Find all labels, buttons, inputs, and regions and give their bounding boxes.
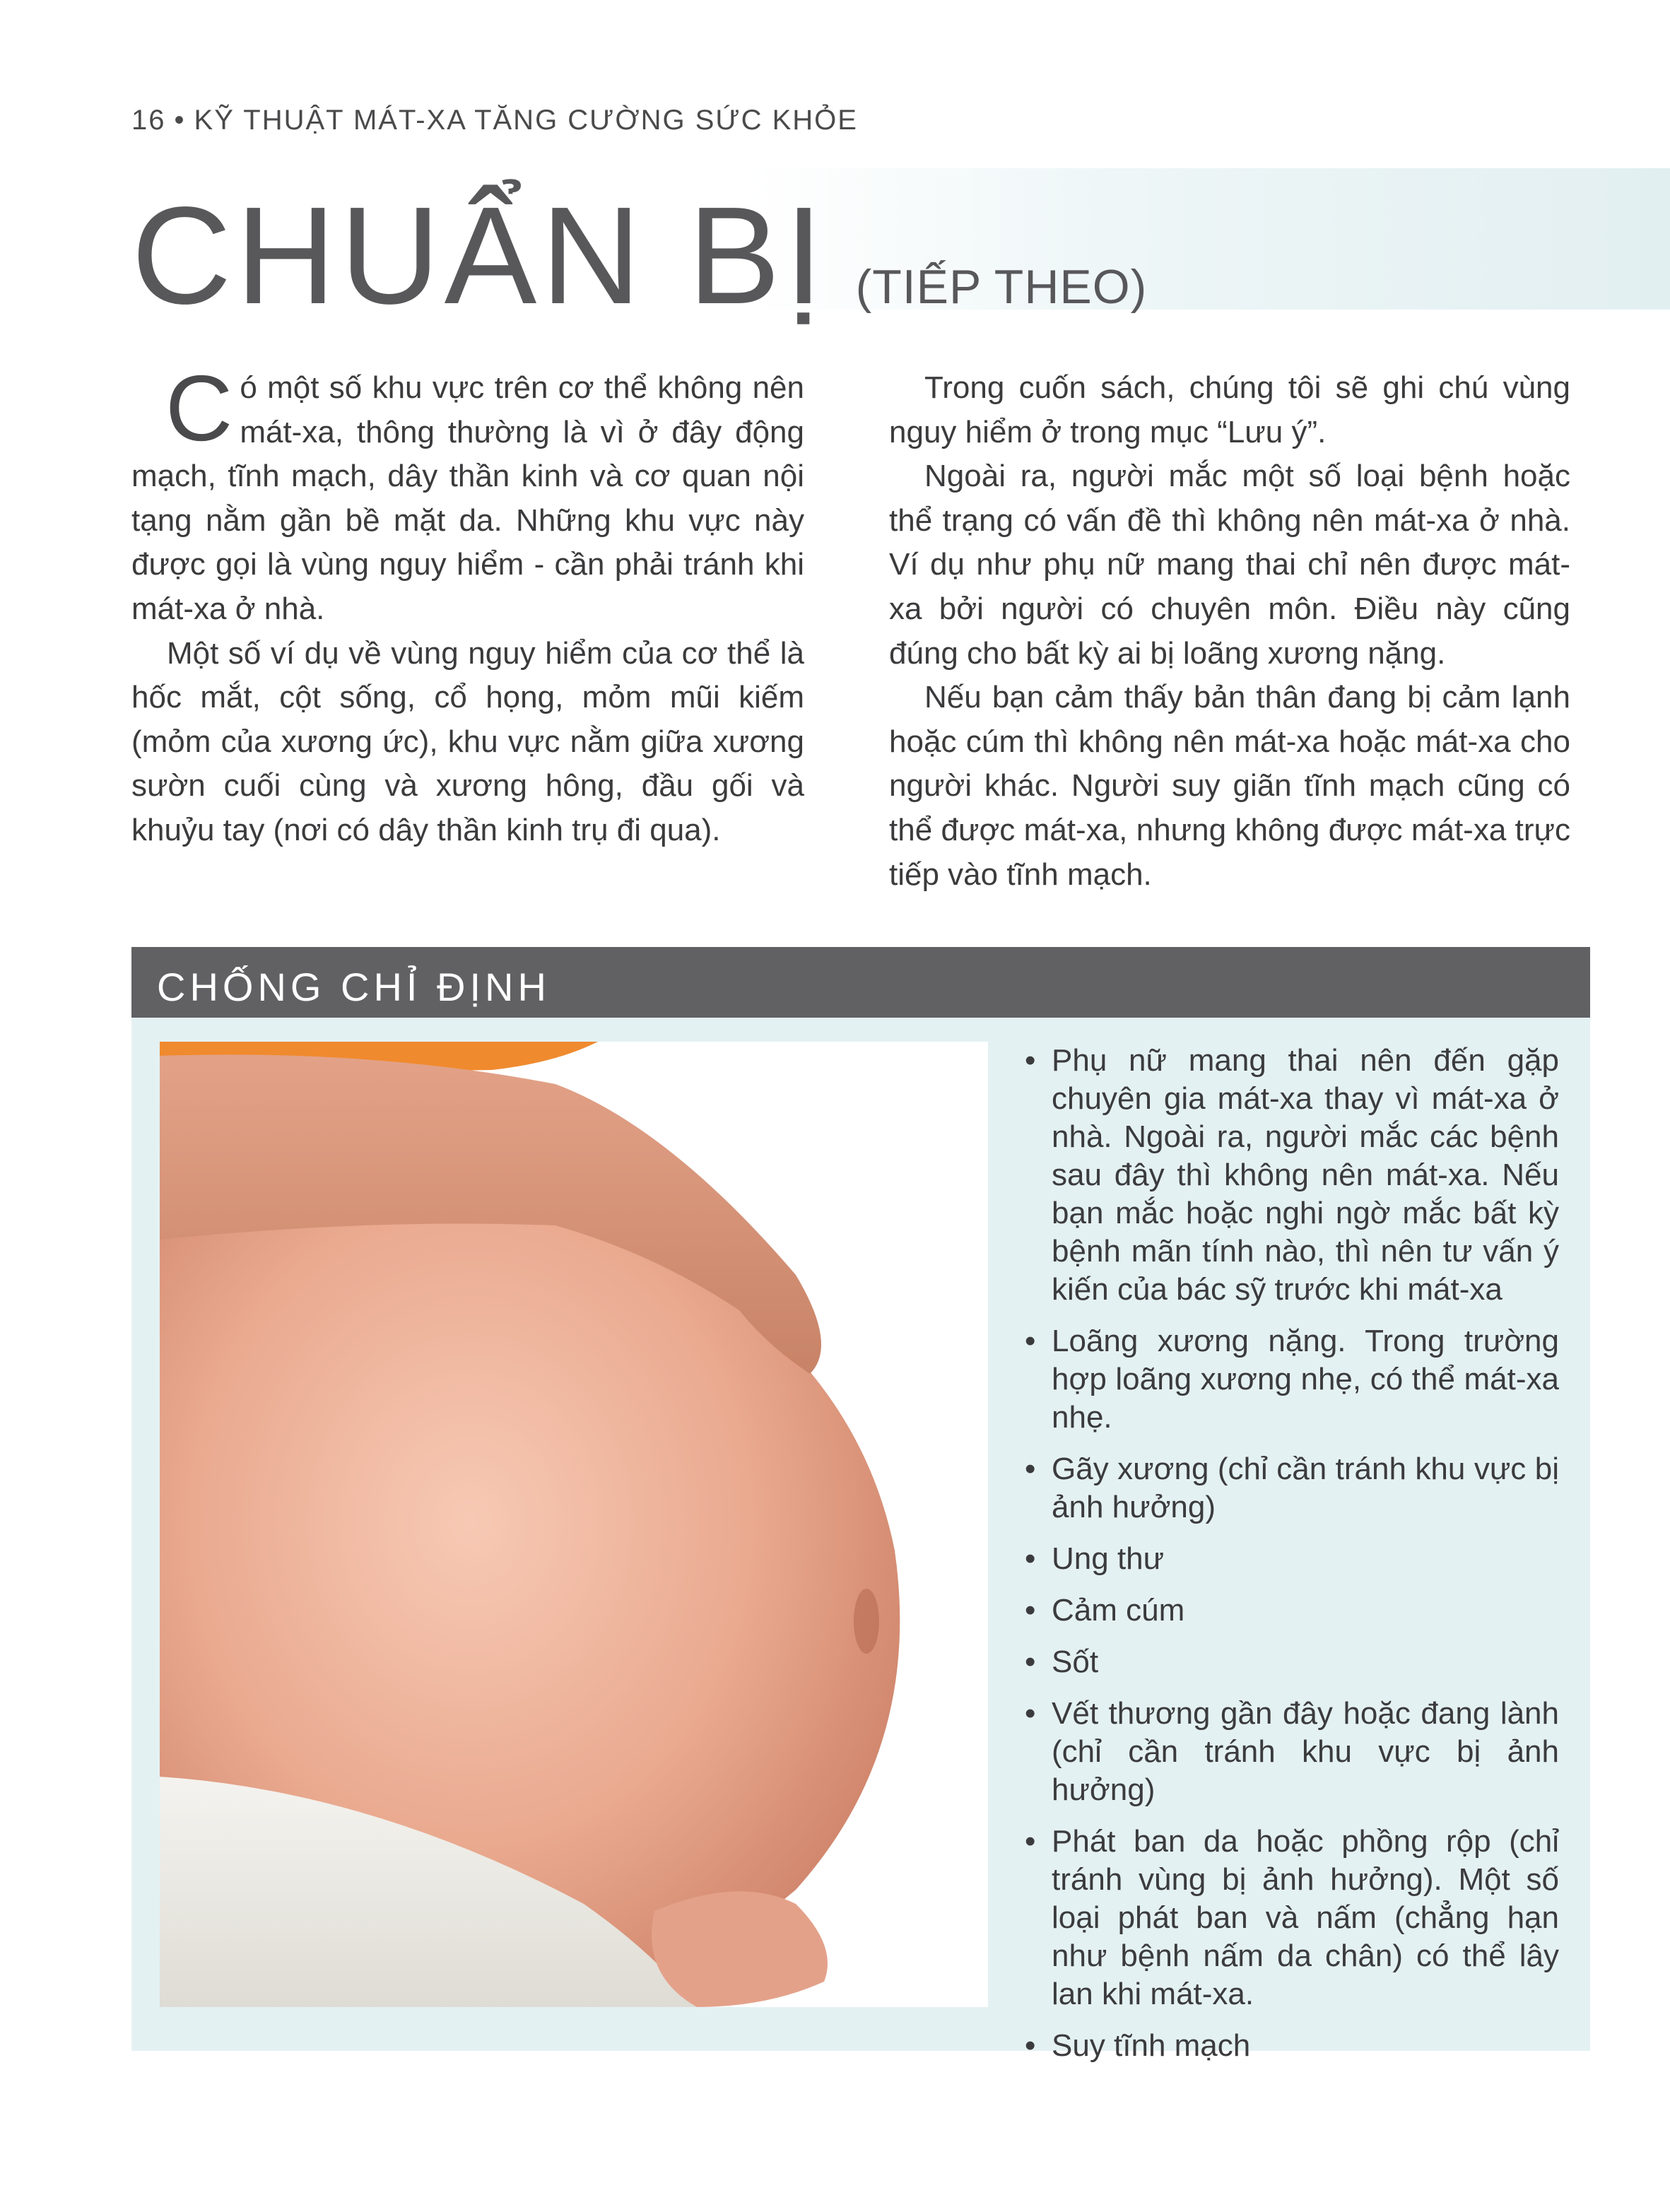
- page-title: CHUẨN BỊ: [131, 178, 828, 333]
- contraindications-title: CHỐNG CHỈ ĐỊNH: [157, 965, 551, 1009]
- navel-shape: [854, 1589, 879, 1654]
- page-number: 16: [131, 105, 166, 136]
- body-column-left: [131, 356, 804, 853]
- body-paragraph: Ngoài ra, người mắc một số loại bệnh hoặc thể trạng có vấn đề thì không nên mát-xa ở nhà. Ví dụ như phụ nữ mang thai chỉ nên được mát-xa bởi người có chuyên môn. Điều này cũng đúng cho bất kỳ ai bị loãng xương nặng.: [889, 459, 1570, 671]
- list-item: • Ung thư: [1025, 1540, 1559, 1578]
- contraindications-list: [1025, 1042, 1559, 2078]
- page-heading: [131, 178, 1148, 333]
- page-subtitle: (TIẾP THEO): [855, 260, 1148, 314]
- list-item: • Loãng xương nặng. Trong trường hợp loãng xương nhẹ, có thể mát-xa nhẹ.: [1025, 1322, 1559, 1437]
- paragraph-text: ó một số khu vực trên cơ thể không nên mát-xa, thông thường là vì ở đây động mạch, tĩnh mạch, dây thần kinh và cơ quan nội tạng nằm gần bề mặt da. Những khu vực này được gọi là vùng nguy hiểm - cần phải tránh khi mát-xa ở nhà.: [131, 370, 804, 626]
- book-title: KỸ THUẬT MÁT-XA TĂNG CƯỜNG SỨC KHỎE: [194, 105, 858, 136]
- body-paragraph: [131, 356, 804, 632]
- drop-cap: C: [165, 356, 233, 460]
- list-item: • Phát ban da hoặc phồng rộp (chỉ tránh vùng bị ảnh hưởng). Một số loại phát ban và nấm (chẳng hạn như bệnh nấm da chân) có thể lây lan khi mát-xa.: [1025, 1823, 1559, 2013]
- header-separator: •: [174, 105, 186, 136]
- photo-illustration: [160, 1042, 988, 2007]
- body-paragraph: Trong cuốn sách, chúng tôi sẽ ghi chú vùng nguy hiểm ở trong mục “Lưu ý”.: [889, 370, 1570, 449]
- list-item: • Phụ nữ mang thai nên đến gặp chuyên gia mát-xa thay vì mát-xa ở nhà. Ngoài ra, người mắc các bệnh sau đây thì không nên mát-xa. Nếu bạn mắc hoặc nghi ngờ mắc bất kỳ bệnh mãn tính nào, thì nên tư vấn ý kiến của bác sỹ trước khi mát-xa: [1025, 1042, 1559, 1309]
- running-header: [131, 105, 858, 136]
- body-column-right: [889, 366, 1570, 897]
- body-paragraph: Nếu bạn cảm thấy bản thân đang bị cảm lạnh hoặc cúm thì không nên mát-xa hoặc mát-xa cho người khác. Người suy giãn tĩnh mạch cũng có thể được mát-xa, nhưng không được mát-xa trực tiếp vào tĩnh mạch.: [889, 680, 1570, 892]
- list-item: • Gãy xương (chỉ cần tránh khu vực bị ảnh hưởng): [1025, 1450, 1559, 1526]
- pregnant-belly-photo: [160, 1042, 988, 2007]
- list-item: • Sốt: [1025, 1643, 1559, 1681]
- body-paragraph: Một số ví dụ về vùng nguy hiểm của cơ thể là hốc mắt, cột sống, cổ họng, mỏm mũi kiếm (mỏm của xương ức), khu vực nằm giữa xương sườn cuối cùng và xương hông, đầu gối và khuỷu tay (nơi có dây thần kinh trụ đi qua).: [131, 635, 804, 847]
- list-item: • Cảm cúm: [1025, 1592, 1559, 1630]
- list-item: • Vết thương gần đây hoặc đang lành (chỉ cần tránh khu vực bị ảnh hưởng): [1025, 1695, 1559, 1809]
- list-item: • Suy tĩnh mạch: [1025, 2027, 1559, 2065]
- contraindications-header: [131, 947, 1590, 1018]
